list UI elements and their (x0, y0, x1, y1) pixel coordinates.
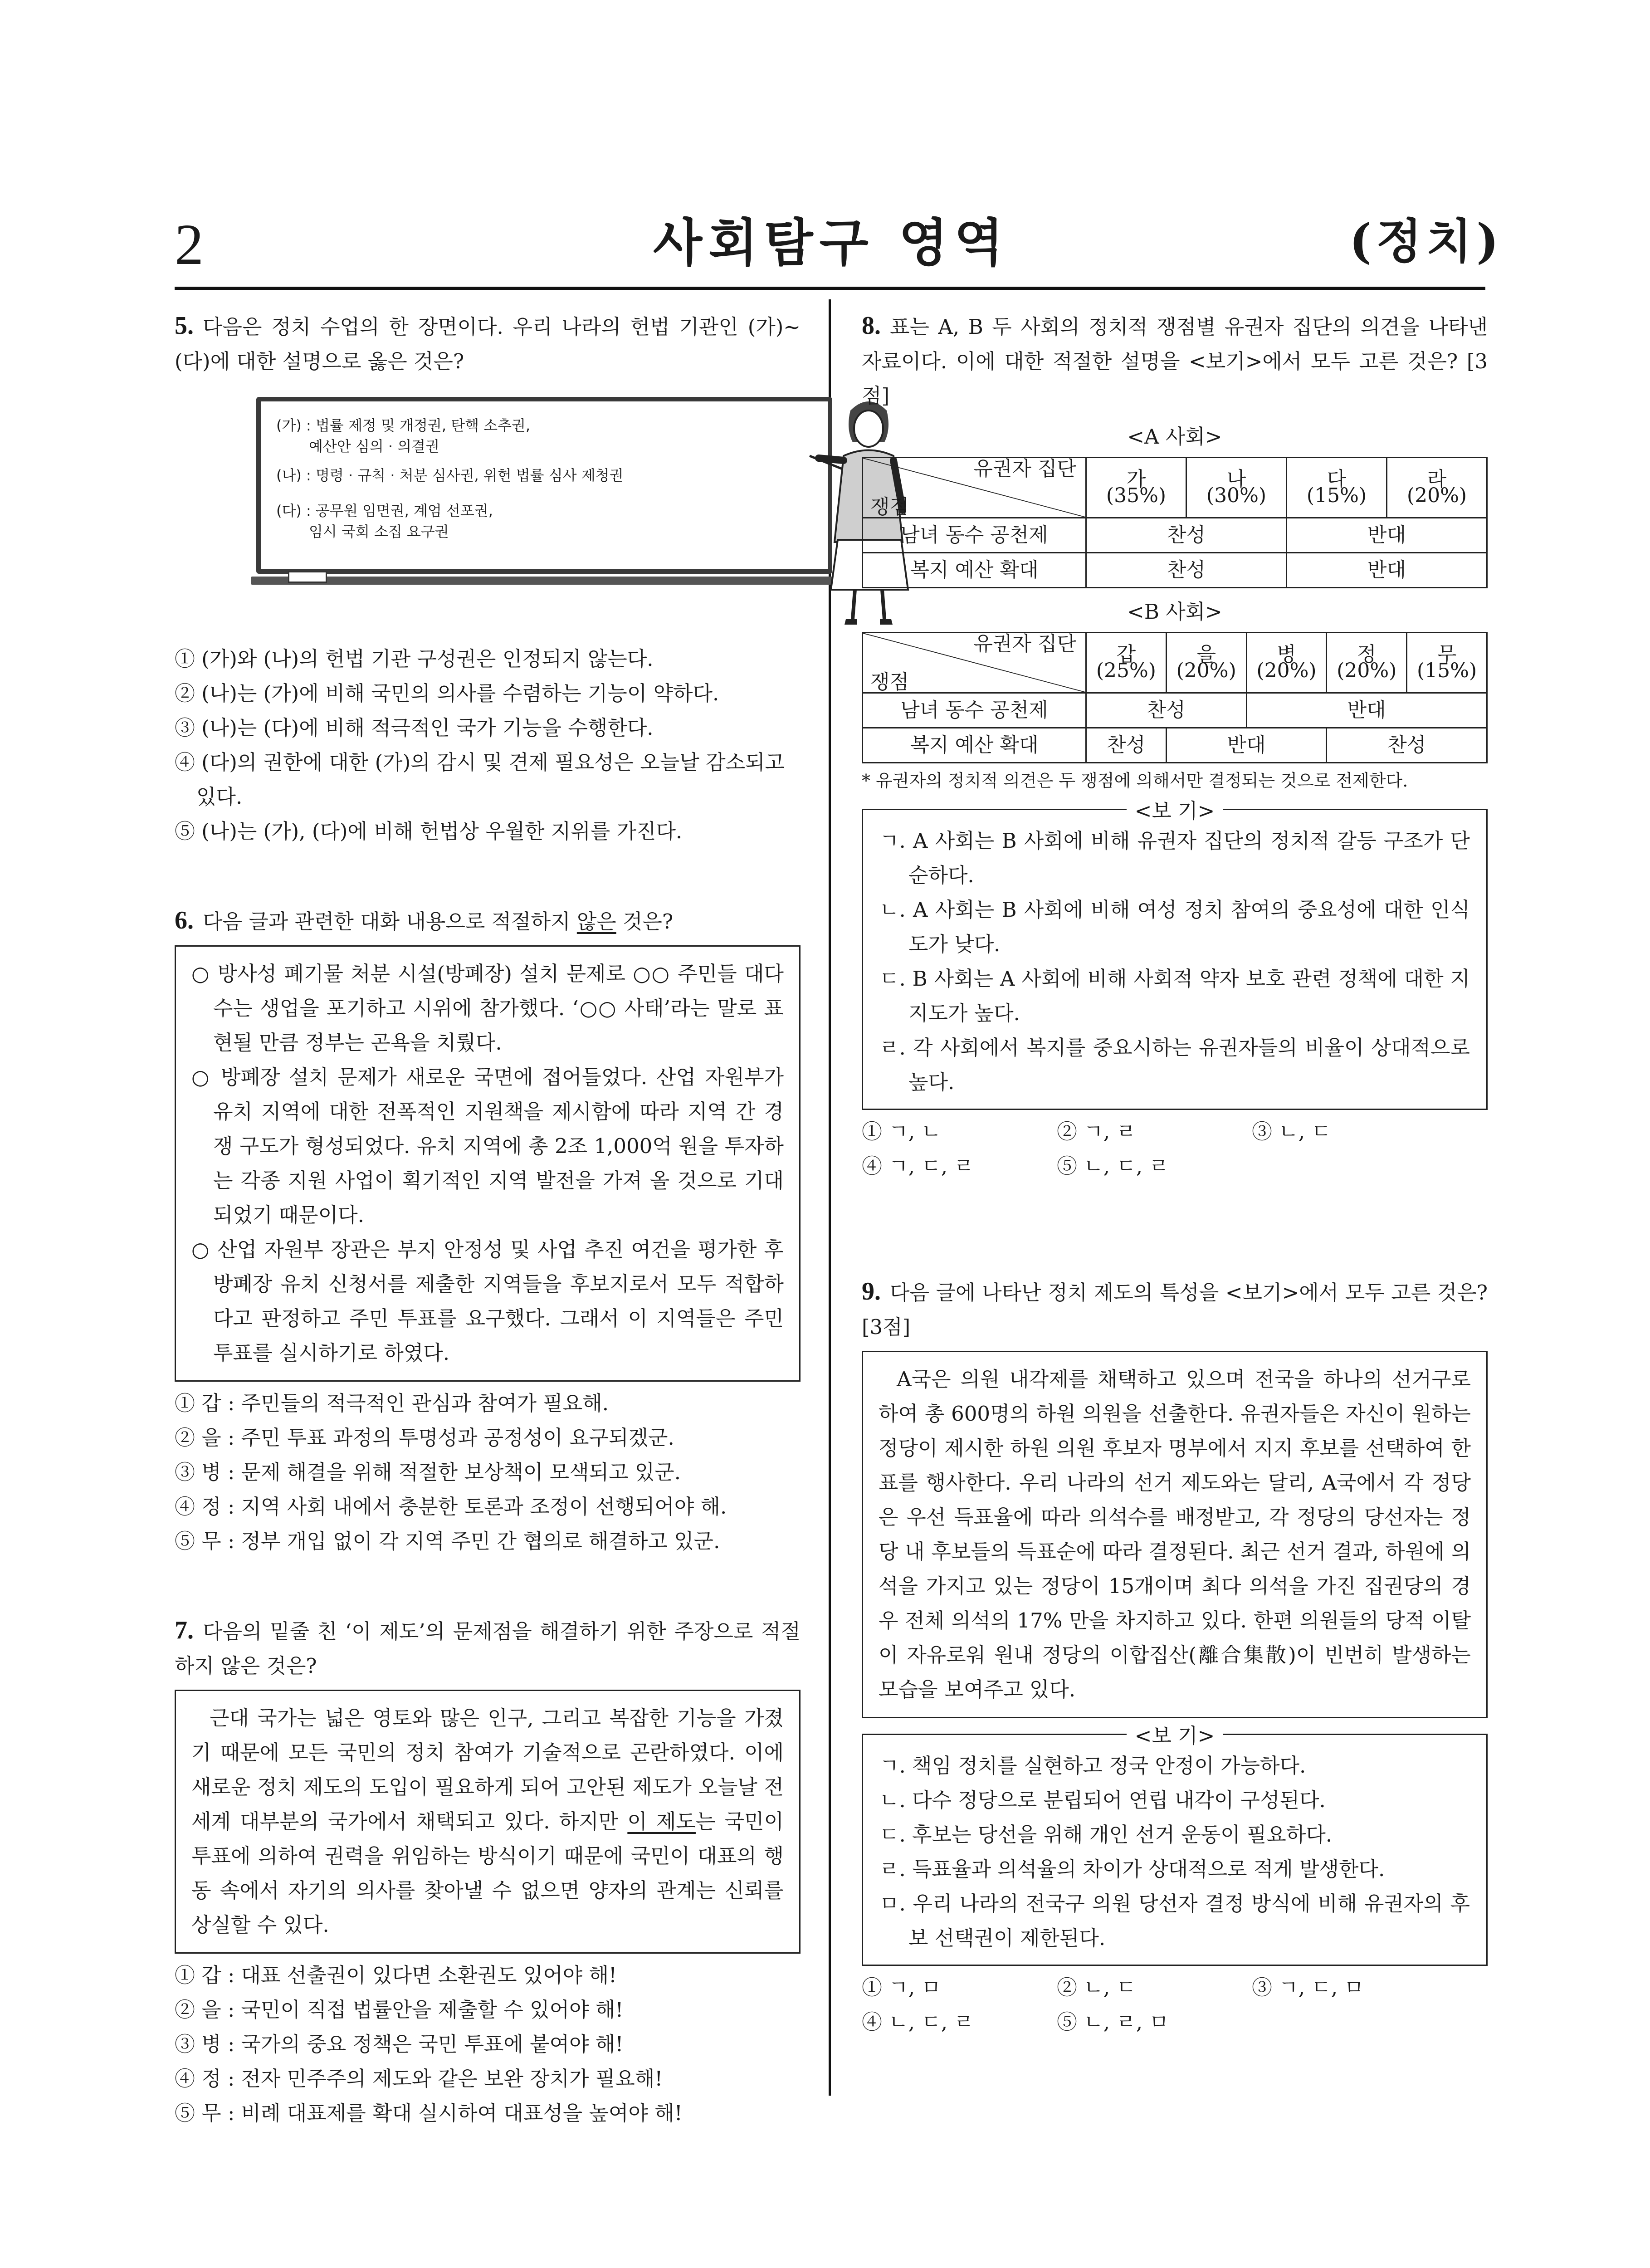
left-column (175, 308, 801, 2131)
question-9-bogi (862, 1724, 1488, 1966)
question-7-choices (175, 1958, 801, 2131)
table-b-row-label: 복지 예산 확대 (863, 728, 1086, 763)
choice[interactable]: ④ 정 : 전자 민주주의 제도와 같은 보완 장치가 필요해! (175, 2067, 663, 2091)
bogi-title: <보 기> (1127, 1724, 1223, 1748)
choice[interactable]: ④ ㄱ, ㄷ, ㄹ (862, 1154, 974, 1178)
choice[interactable]: ② ㄱ, ㄹ (1057, 1119, 1136, 1144)
page-number: 2 (175, 212, 204, 277)
question-7 (175, 1613, 801, 2131)
eraser-icon (288, 571, 327, 583)
question-8 (862, 308, 1488, 1183)
choice[interactable]: ④ ㄴ, ㄷ, ㄹ (862, 2010, 974, 2034)
choice[interactable]: ⑤ 무 : 비례 대표제를 확대 실시하여 대표성을 높여야 해! (175, 2101, 683, 2125)
right-column (862, 308, 1488, 2039)
table-a (862, 457, 1488, 588)
question-9-stem: 9. 다음 글에 나타난 정치 제도의 특성을 <보기>에서 모두 고른 것은? [3점] (862, 1277, 1488, 1339)
bogi-item: ㄱ. A 사회는 B 사회에 비해 유권자 집단의 정치적 갈등 구조가 단순하다. (879, 829, 1470, 887)
choice[interactable]: ③ 병 : 국가의 중요 정책은 국민 투표에 붙여야 해! (175, 2032, 624, 2056)
chalkboard: (가) : 법률 제정 및 개정권, 탄핵 소추권, 예산안 심의 · 의결권 (나) : 명령 · 규칙 · 처분 심사권, 위헌 법률 심사 제청권 (다) : 공무원 임면권, 계엄 선포권, 임시 국회 소집 요구권 (256, 397, 832, 574)
question-6 (175, 903, 801, 1559)
table-a-row-label: 남녀 동수 공천제 (863, 518, 1086, 553)
table-b-cell: 반대 (1166, 728, 1327, 763)
table-b-group: 정 (20%) (1327, 633, 1407, 693)
bogi-item: ㄷ. B 사회는 A 사회에 비해 사회적 약자 보호 관련 정책에 대한 지지도가 높다. (879, 967, 1470, 1025)
question-7-passage: 근대 국가는 넓은 영토와 많은 인구, 그리고 복잡한 기능을 가졌기 때문에 모든 국민의 정치 참여가 기술적으로 곤란하였다. 이에 새로운 정치 제도의 도입이 필요하게 되어 고안된 제도가 오늘날 전 세계 대부분의 국가에서 채택되고 있다. 하지만 이 제도는 국민이 투표에 의하여 권력을 위임하는 방식이기 때문에 국민이 대표의 행동 속에서 자기의 의사를 찾아낼 수 없으면 양자의 관계는 신뢰를 상실할 수 있다. (175, 1690, 801, 1954)
choice[interactable]: ③ (나)는 (다)에 비해 적극적인 국가 기능을 수행한다. (175, 716, 654, 740)
bogi-item: ㄴ. 다수 정당으로 분립되어 연립 내각이 구성된다. (879, 1788, 1326, 1812)
question-8-stem: 8. 표는 A, B 두 사회의 정치적 쟁점별 유권자 집단의 의견을 나타낸 자료이다. 이에 대한 적절한 설명을 <보기>에서 모두 고른 것은? [3점] (862, 312, 1488, 408)
question-9 (862, 1274, 1488, 2039)
table-b-cell: 찬성 (1327, 728, 1487, 763)
table-a-caption: <A 사회> (1127, 425, 1222, 449)
table-a-cell: 반대 (1287, 518, 1487, 553)
choice[interactable]: ② ㄴ, ㄷ (1057, 1975, 1136, 1999)
table-a-group: 다 (15%) (1287, 458, 1387, 518)
question-8-number: 8. (862, 312, 881, 340)
table-b-group: 무 (15%) (1407, 633, 1487, 693)
bogi-item: ㄹ. 각 사회에서 복지를 중요시하는 유권자들의 비율이 상대적으로 높다. (879, 1036, 1470, 1094)
table-a-group: 라 (20%) (1387, 458, 1487, 518)
table-b-corner: 유권자 집단 쟁점 (863, 633, 1086, 693)
choice[interactable]: ⑤ (나)는 (가), (다)에 비해 헌법상 우월한 지위를 가진다. (175, 819, 683, 843)
subject-subtitle: (정치) (1349, 213, 1504, 269)
question-6-choices (175, 1386, 801, 1559)
choice[interactable]: ② 을 : 주민 투표 과정의 투명성과 공정성이 요구되겠군. (175, 1426, 674, 1450)
choice[interactable]: ⑤ 무 : 정부 개입 없이 각 지역 주민 간 협의로 해결하고 있군. (175, 1529, 720, 1553)
bogi-item: ㄱ. 책임 정치를 실현하고 정국 안정이 가능하다. (879, 1754, 1306, 1778)
table-b-group: 갑 (25%) (1086, 633, 1167, 693)
question-9-passage: A국은 의원 내각제를 채택하고 있으며 전국을 하나의 선거구로 하여 총 600명의 하원 의원을 선출한다. 유권자들은 자신이 원하는 정당이 제시한 하원 의원 후보자 명부에서 지지 후보를 선택하여 한 표를 행사한다. 우리 나라의 선거 제도와는 달리, A국에서 각 정당은 우선 득표율에 따라 의석수를 배정받고, 각 정당의 당선자는 정당 내 후보들의 득표순에 따라 결정된다. 최근 선거 결과, 하원에 의석을 가지고 있는 정당이 15개이며 최다 의석을 가진 집권당의 경우 전체 의석의 17% 만을 차지하고 있다. 한편 의원들의 당적 이탈이 자유로워 원내 정당의 이합집산(離合集散)이 빈번히 발생하는 모습을 보여주고 있다. (862, 1351, 1488, 1718)
bogi-item: ㄷ. 후보는 당선을 위해 개인 선거 운동이 필요하다. (879, 1823, 1333, 1847)
passage-bullet: ○ 산업 자원부 장관은 부지 안정성 및 사업 추진 여건을 평가한 후 방폐장 유치 신청서를 제출한 지역들을 후보지로서 모두 적합하다고 판정하고 주민 투표를 요구했다. 그래서 이 지역들은 주민 투표를 실시하기로 하였다. (191, 1237, 784, 1365)
choice[interactable]: ④ (다)의 권한에 대한 (가)의 감시 및 견제 필요성은 오늘날 감소되고 있다. (175, 750, 785, 809)
choice[interactable]: ① 갑 : 주민들의 적극적인 관심과 참여가 필요해. (175, 1391, 609, 1415)
bogi-item: ㅁ. 우리 나라의 전국구 의원 당선자 결정 방식에 비해 유권자의 후보 선택권이 제한된다. (879, 1892, 1470, 1950)
table-b-group: 병 (20%) (1246, 633, 1327, 693)
question-9-choices (862, 1970, 1488, 2039)
question-9-number: 9. (862, 1277, 881, 1305)
choice[interactable]: ③ 병 : 문제 해결을 위해 적절한 보상책이 모색되고 있군. (175, 1460, 681, 1484)
bogi-item: ㄹ. 득표율과 의석율의 차이가 상대적으로 적게 발생한다. (879, 1857, 1385, 1881)
table-a-cell: 찬성 (1086, 553, 1287, 588)
table-a-cell: 반대 (1287, 553, 1487, 588)
table-b-cell: 찬성 (1086, 728, 1167, 763)
emphasis-underline: 않은 (576, 909, 616, 934)
table-b-cell: 반대 (1246, 693, 1487, 728)
choice[interactable]: ③ ㄴ, ㄷ (1252, 1119, 1331, 1144)
choice[interactable]: ② 을 : 국민이 직접 법률안을 제출할 수 있어야 해! (175, 1998, 624, 2022)
question-6-stem: 6. 다음 글과 관련한 대화 내용으로 적절하지 않은 것은? (175, 906, 674, 934)
question-5 (175, 308, 801, 849)
bogi-title: <보 기> (1127, 799, 1223, 823)
question-5-choices (175, 642, 801, 849)
bogi-item: ㄴ. A 사회는 B 사회에 비해 여성 정치 참여의 중요성에 대한 인식도가 낮다. (879, 898, 1470, 956)
underlined-term: 이 제도 (627, 1809, 696, 1833)
choice[interactable]: ⑤ ㄴ, ㄹ, ㅁ (1057, 2010, 1169, 2034)
choice[interactable]: ③ ㄱ, ㄷ, ㅁ (1252, 1975, 1364, 1999)
table-b-group: 을 (20%) (1166, 633, 1246, 693)
question-6-number: 6. (175, 906, 194, 934)
table-a-row-label: 복지 예산 확대 (863, 553, 1086, 588)
question-5-stem: 5. 다음은 정치 수업의 한 장면이다. 우리 나라의 헌법 기관인 (가)~(다)에 대한 설명으로 옳은 것은? (175, 312, 801, 373)
header-rule (175, 287, 1485, 290)
question-6-passage (175, 945, 801, 1382)
question-8-choices (862, 1114, 1488, 1183)
table-b (862, 632, 1488, 763)
passage-bullet: ○ 방사성 폐기물 처분 시설(방폐장) 설치 문제로 ○○ 주민들 대다수는 생업을 포기하고 시위에 참가했다. ‘○○ 사태’라는 말로 표현될 만큼 정부는 곤욕을 치뤘다. (191, 962, 784, 1055)
chalkboard-ledge (251, 577, 845, 585)
table-b-cell: 찬성 (1086, 693, 1247, 728)
subject-title: 사회탐구 영역 (653, 213, 1010, 273)
choice[interactable]: ② (나)는 (가)에 비해 국민의 의사를 수렴하는 기능이 약하다. (175, 681, 719, 705)
table-b-row-label: 남녀 동수 공천제 (863, 693, 1086, 728)
choice[interactable]: ① ㄱ, ㅁ (862, 1975, 941, 1999)
question-8-bogi (862, 799, 1488, 1110)
choice[interactable]: ① (가)와 (나)의 헌법 기관 구성권은 인정되지 않는다. (175, 647, 654, 671)
passage-bullet: ○ 방폐장 설치 문제가 새로운 국면에 접어들었다. 산업 자원부가 유치 지역에 대한 전폭적인 지원책을 제시함에 따라 지역 간 경쟁 구도가 형성되었다. 유치 지역에 총 2조 1,000억 원을 투자하는 각종 지원 사업이 획기적인 지역 발전을 가져 올 것으로 기대되었기 때문이다. (191, 1065, 784, 1227)
choice[interactable]: ① 갑 : 대표 선출권이 있다면 소환권도 있어야 해! (175, 1963, 617, 1987)
choice[interactable]: ⑤ ㄴ, ㄷ, ㄹ (1057, 1154, 1169, 1178)
table-a-group: 가 (35%) (1086, 458, 1186, 518)
table-a-corner: 유권자 집단 쟁점 (863, 458, 1086, 518)
question-5-number: 5. (175, 312, 194, 340)
question-7-number: 7. (175, 1616, 194, 1644)
choice[interactable]: ④ 정 : 지역 사회 내에서 충분한 토론과 조정이 선행되어야 해. (175, 1495, 727, 1519)
choice[interactable]: ① ㄱ, ㄴ (862, 1119, 941, 1144)
table-a-cell: 찬성 (1086, 518, 1287, 553)
classroom-illustration (175, 388, 801, 642)
question-7-stem: 7. 다음의 밑줄 친 ‘이 제도’의 문제점을 해결하기 위한 주장으로 적절하지 않은 것은? (175, 1616, 801, 1678)
table-a-group: 나 (30%) (1186, 458, 1287, 518)
table-b-caption: <B 사회> (1127, 600, 1222, 624)
table-note: * 유권자의 정치적 의견은 두 쟁점에 의해서만 결정되는 것으로 전제한다. (862, 771, 1408, 791)
